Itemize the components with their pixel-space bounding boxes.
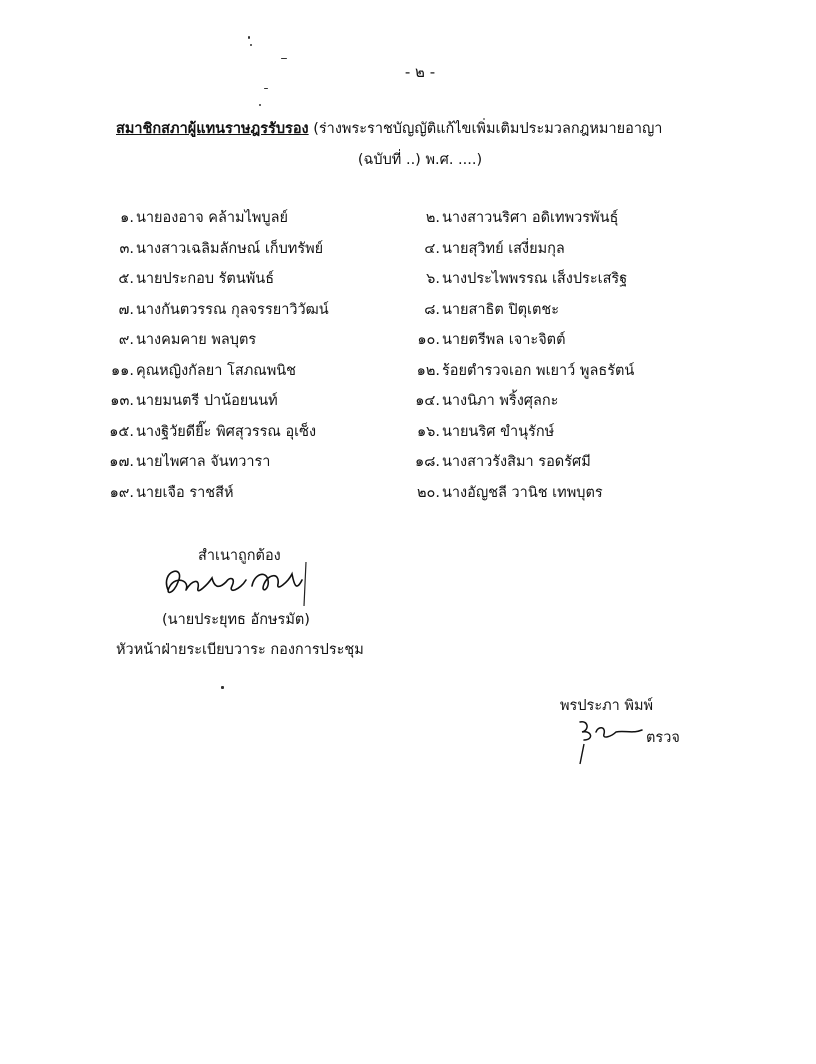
member-number: ๒.: [425, 210, 440, 226]
member-name: นางประไพพรรณ เส็งประเสริฐ: [442, 271, 628, 287]
scan-speck: [221, 686, 224, 689]
member-item: [102, 206, 288, 230]
member-name: นายประกอบ รัตนพันธ์: [136, 271, 275, 287]
certified-copy-label: สำเนาถูกต้อง: [198, 548, 281, 564]
member-name: นางนิภา พริ้งศุลกะ: [442, 393, 559, 409]
member-name: ร้อยตำรวจเอก พเยาว์ พูลธรัตน์: [442, 362, 635, 379]
heading-lead: สมาชิกสภาผู้แทนราษฎรรับรอง: [116, 121, 309, 137]
initials-image: [572, 716, 652, 768]
member-item: [408, 298, 559, 322]
member-item: [102, 359, 296, 383]
member-number: ๒๐.: [416, 484, 440, 501]
member-name: นางฐิวัยดียี๊ะ พิศสุวรรณ อุเซ็ง: [136, 423, 317, 440]
scan-speck: [281, 58, 287, 59]
member-name: นางอัญชลี วานิช เทพบุตร: [442, 484, 603, 501]
member-number: ๑๐.: [417, 332, 440, 348]
member-item: [102, 298, 329, 322]
member-name: นายสุวิทย์ เสงี่ยมกุล: [442, 240, 565, 257]
member-name: นางคมคาย พลบุตร: [136, 332, 257, 348]
heading: [116, 118, 696, 140]
member-item: [102, 420, 316, 444]
member-name: นายเจือ ราชสีห์: [136, 484, 234, 501]
member-item: [102, 450, 270, 474]
member-number: ๑๕.: [109, 423, 134, 440]
member-item: [408, 389, 558, 413]
signatory-name: (นายประยุทธ อักษรมัต): [162, 612, 310, 628]
member-name: นายตรีพล เจาะจิตต์: [442, 332, 566, 348]
member-number: ๑๗.: [109, 454, 134, 470]
checked-label: ตรวจ: [646, 730, 680, 746]
member-number: ๗.: [118, 301, 134, 318]
member-item: [408, 450, 591, 474]
member-item: [408, 420, 554, 444]
member-name: นางกันตวรรณ กุลจรรยาวิวัฒน์: [136, 301, 329, 318]
member-item: [408, 237, 565, 261]
member-number: ๑๙.: [109, 484, 134, 501]
page-number: - ๒ -: [404, 63, 436, 81]
member-number: ๑๔.: [415, 393, 440, 409]
scan-speck: [250, 44, 252, 46]
member-name: นางสาวรังสิมา รอดรัศมี: [442, 454, 591, 470]
member-item: [102, 389, 278, 413]
member-name: นางสาวเฉลิมลักษณ์ เก็บทรัพย์: [136, 240, 324, 257]
member-item: [102, 237, 323, 261]
signature-image: [156, 560, 326, 608]
scan-speck: [259, 104, 261, 106]
member-number: ๖.: [426, 271, 440, 287]
member-name: นายมนตรี ปาน้อยนนท์: [136, 393, 278, 409]
member-number: ๑๖.: [416, 423, 440, 440]
member-name: นางสาวนริศา อดิเทพวรพันธุ์: [442, 210, 619, 226]
member-item: [102, 481, 234, 505]
member-number: ๑.: [120, 210, 134, 226]
member-name: นายนริศ ขำนุรักษ์: [442, 423, 555, 440]
member-number: ๑๘.: [415, 454, 440, 470]
member-item: [102, 328, 256, 352]
member-name: คุณหญิงกัลยา โสภณพนิช: [136, 362, 297, 379]
member-item: [408, 359, 634, 383]
heading-rest: (ร่างพระราชบัญญัติแก้ไขเพิ่มเติมประมวลกฎหมายอาญา: [308, 121, 663, 137]
member-number: ๙.: [118, 332, 134, 348]
typed-by-label: พรประภา พิมพ์: [560, 698, 654, 714]
member-number: ๑๓.: [110, 393, 134, 409]
member-number: ๘.: [424, 301, 440, 318]
member-item: [408, 328, 566, 352]
member-item: [408, 206, 618, 230]
scan-speck: [264, 88, 268, 89]
member-item: [408, 267, 627, 291]
member-number: ๑๒.: [416, 362, 440, 379]
member-item: [408, 481, 603, 505]
member-number: ๕.: [118, 271, 134, 287]
member-name: นายไพศาล จันทวารา: [136, 454, 271, 470]
scan-speck: [248, 36, 250, 39]
member-name: นายองอาจ คล้ามไพบูลย์: [136, 210, 289, 226]
member-number: ๓.: [119, 240, 134, 257]
heading-sub: (ฉบับที่ ..) พ.ศ. ....): [357, 152, 483, 168]
member-name: นายสาธิต ปิตุเตชะ: [442, 301, 560, 318]
signatory-position: หัวหน้าฝ่ายระเบียบวาระ กองการประชุม: [116, 642, 364, 658]
member-item: [102, 267, 274, 291]
member-number: ๑๑.: [110, 362, 134, 379]
member-number: ๔.: [424, 240, 440, 257]
